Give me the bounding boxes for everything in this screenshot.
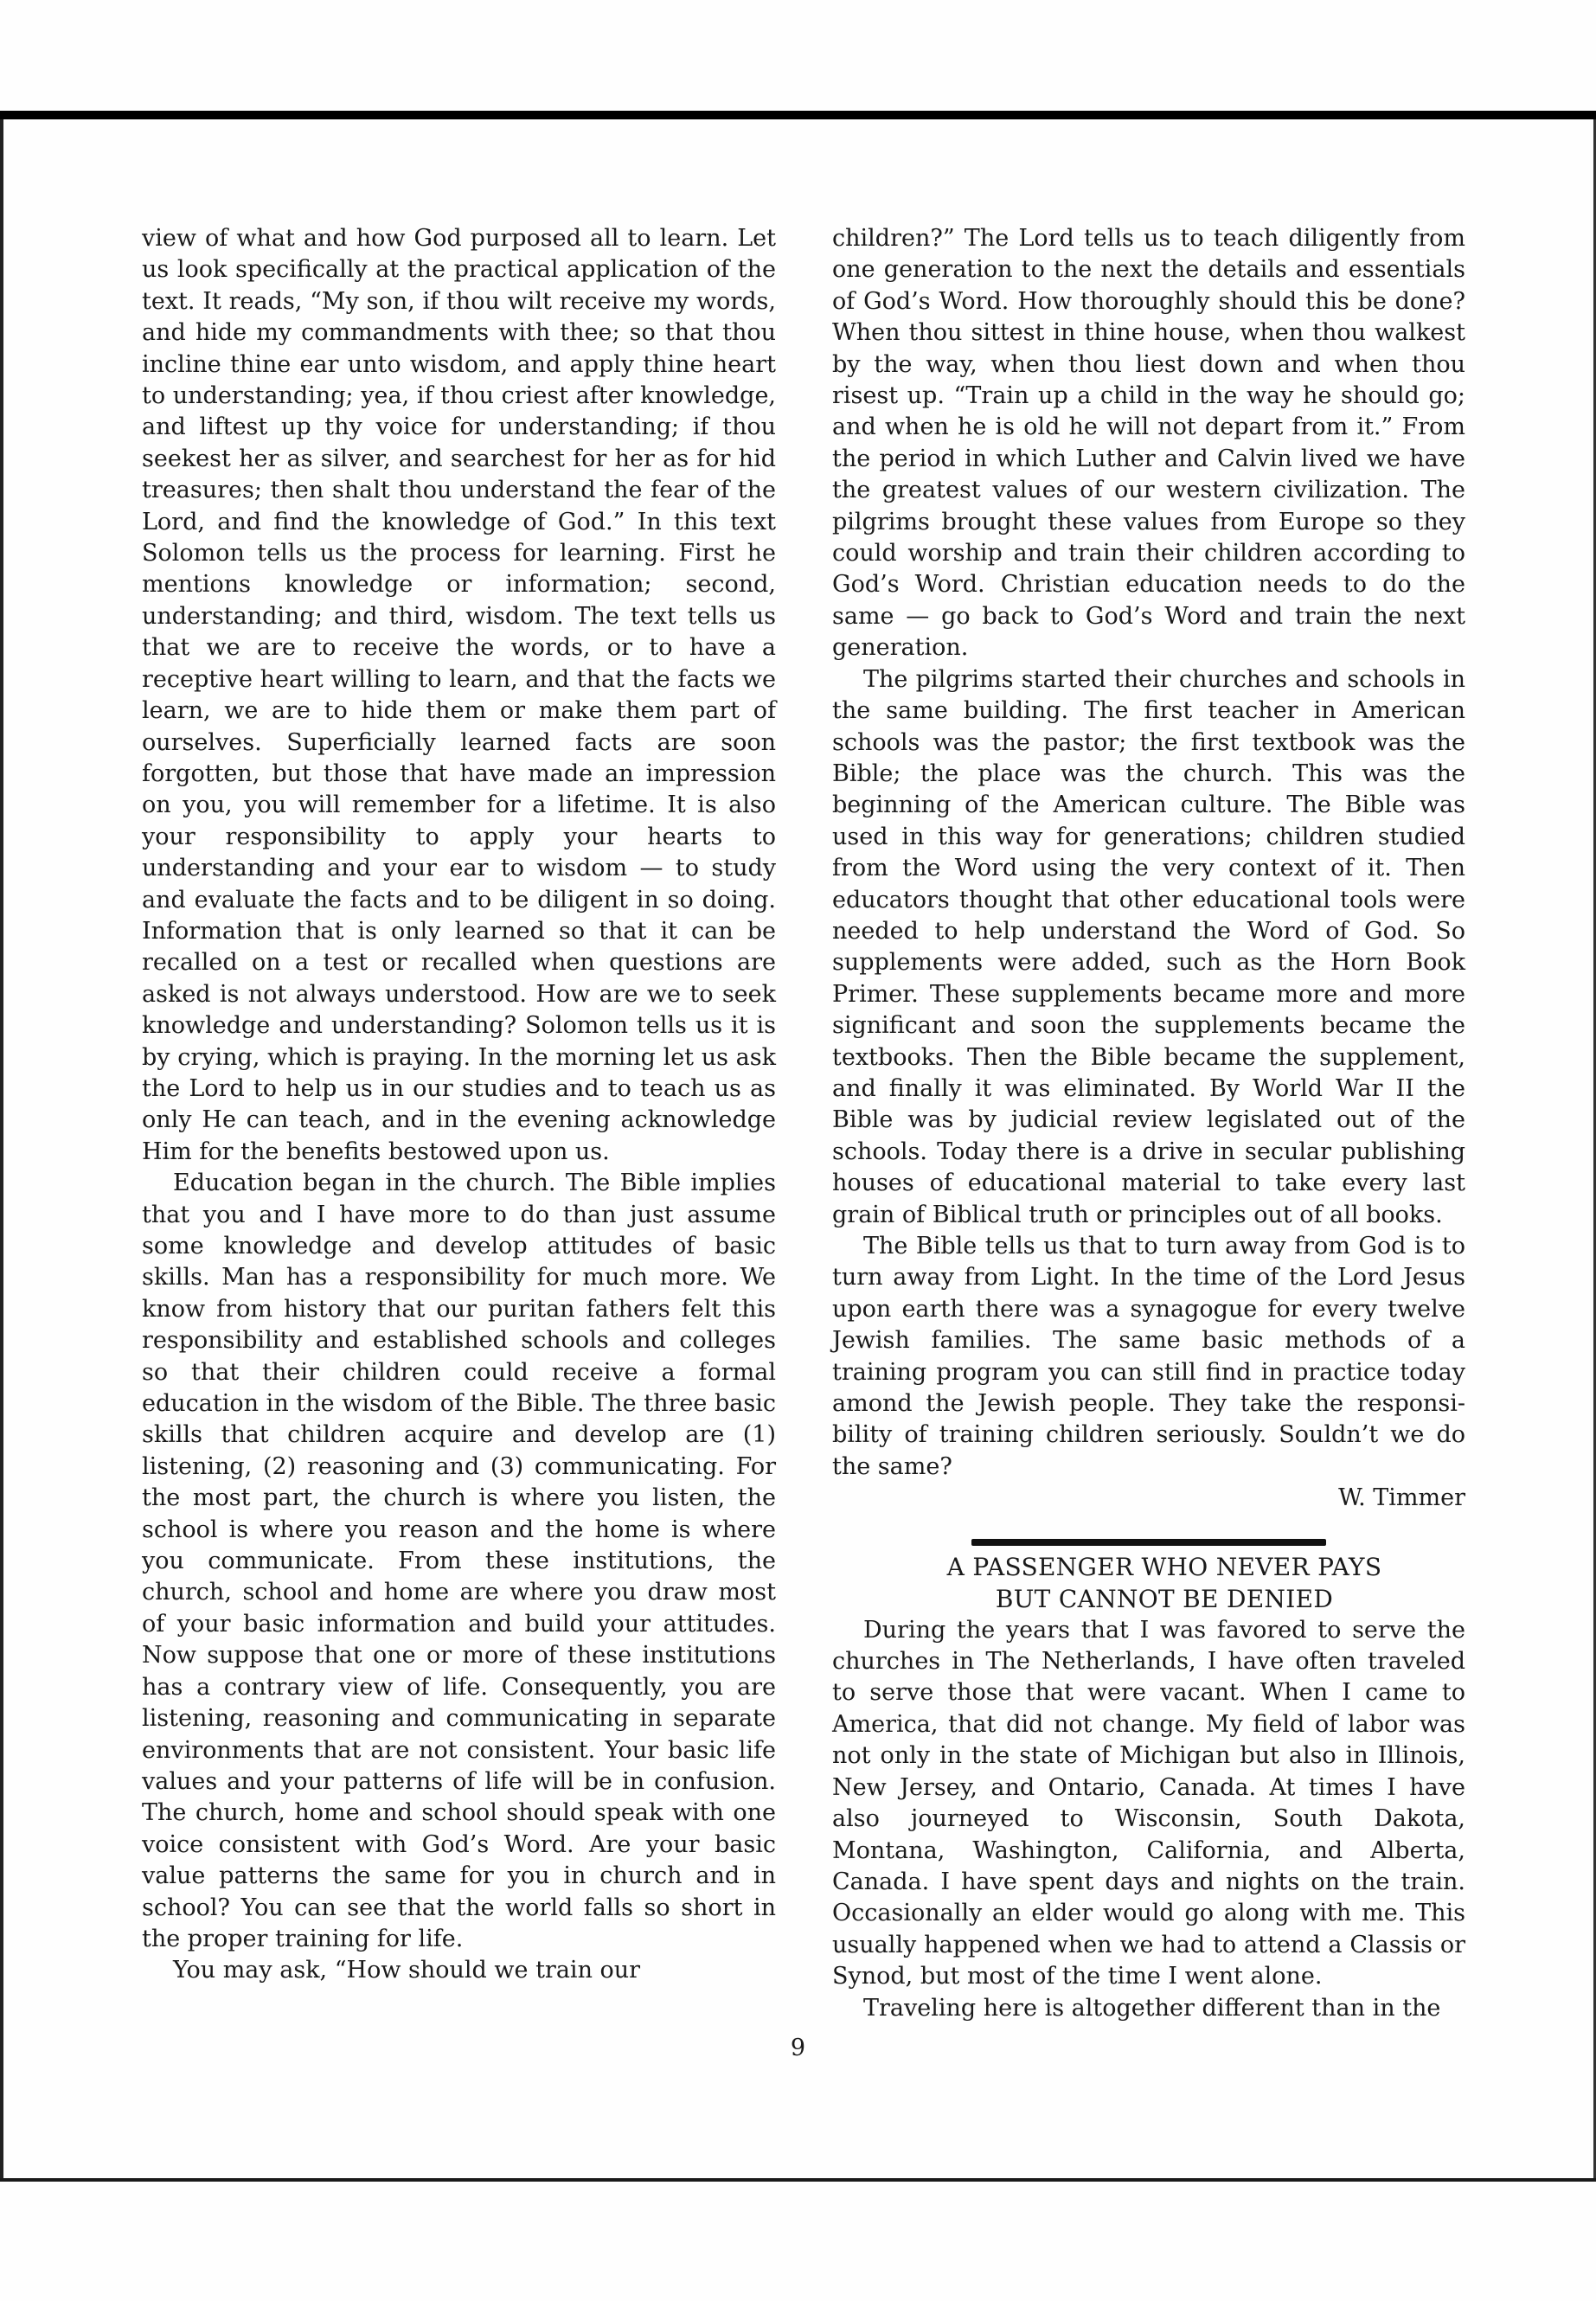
bottom-border-rule: [0, 2178, 1596, 2182]
right-paragraph-3: The Bible tells us that to turn away from God is to turn away from Light. In the time of the Lord Jesus upon earth there was a synagogue for every twelve Jewish families. The same basic methods of a training program you can still find in practice today amond the Jewish people. They take the responsibility of training children seriously. Souldn’t we do the same?: [832, 1233, 1465, 1480]
left-paragraph-2: Education began in the church. The Bible implies that you and I have more to do than just assume some knowledge and develop attitudes of basic skills. Man has a responsibility for much more. We know from history that our puritan fathers felt this responsibility and established schools and colleges so that their children could receive a formal education in the wisdom of the Bible. The three basic skills that children acquire and develop are (1) listening, (2) reasoning and (3) communicating. For the most part, the church is where you listen, the school is where you reason and the home is where you communicate. From these institutions, the church, school and home are where you draw most of your basic information and build your attitudes. Now suppose that one or more of these institutions has a contrary view of life. Consequently, you are listening, reasoning and communicating in separate environments that are not consistent. Your basic life values and your patterns of life will be in confusion. The church, home and school should speak with one voice consistent with God’s Word. Are your basic value patterns the same for you in church and in school? You can see that the world falls so short in the proper training for life.: [142, 1170, 776, 1952]
left-paragraph-1: view of what and how God purposed all to learn. Let us look specifically at the practical application of the text. It reads, “My son, if thou wilt receive my words, and hide my commandments with thee; so that thou incline thine ear unto wisdom, and apply thine heart to understanding; yea, if thou criest after knowledge, and liftest up thy voice for understanding; if thou seekest her as silver, and searchest for her as for hid treasures; then shalt thou understand the fear of the Lord, and find the knowledge of God.” In this text Solomon tells us the process for learning. First he mentions knowledge or information; second, understanding; and third, wisdom. The text tells us that we are to receive the words, or to have a receptive heart willing to learn, and that the facts we learn, we are to hide them or make them part of ourselves. Superficially learned facts are soon forgotten, but those that have made an impression on you, you will remember for a lifetime. It is also your responsibility to apply your hearts to understanding and your ear to wisdom — to study and evaluate the facts and to be diligent in so doing. Information that is only learned so that it can be recalled on a test or recalled when questions are asked is not always understood. How are we to seek knowledge and understanding? Solomon tells us it is by crying, which is praying. In the morning let us ask the Lord to help us in our studies and to teach us as only He can teach, and in the evening acknowledge Him for the benefits bestowed upon us.: [142, 225, 776, 1165]
left-scan-edge: [0, 119, 3, 2178]
article-paragraph-2: Traveling here is altogether different than in the: [863, 1994, 1441, 2022]
article-heading-line-2: BUT CANNOT BE DENIED: [995, 1584, 1334, 1613]
right-column: [832, 223, 1465, 2024]
top-border-rule: [0, 111, 1596, 119]
author-signature: W. Timmer: [1338, 1484, 1465, 1512]
left-paragraph-3: You may ask, “How should we train our: [173, 1957, 641, 1984]
right-paragraph-2: The pilgrims started their churches and schools in the same building. The first teacher in American schools was the pastor; the first textbook was the Bible; the place was the church. This was the beginning of the American culture. The Bible was used in this way for generations; children studied from the Word using the very context of it. Then educators thought that other educational tools were needed to help understand the Word of God. So supplements were added, such as the Horn Book Primer. These supplements became more and more significant and soon the supplements became the textbooks. Then the Bible became the supplement, and finally it was eliminated. By World War II the Bible was by judicial review legislated out of the schools. Today there is a drive in secular publishing houses of educational material to take every last grain of Biblical truth or principles out of all books.: [832, 665, 1465, 1228]
article-paragraph-1: During the years that I was favored to serve the churches in The Netherlands, I have often traveled to serve those that were vacant. When I came to America, that did not change. My field of labor was not only in the state of Michigan but also in Illinois, New Jersey, and Ontario, Canada. At times I have also journeyed to Wisconsin, South Dakota, Montana, Washington, California, and Alberta, Canada. I have spent days and nights on the train. Occasionally an elder would go along with me. This usually happened when we had to attend a Classis or Synod, but most of the time I went alone.: [832, 1616, 1465, 1990]
left-column: [142, 223, 776, 1987]
right-paragraph-1: children?” The Lord tells us to teach diligently from one generation to the next the details and essentials of God’s Word. How thoroughly should this be done? When thou sittest in thine house, when thou walkest by the way, when thou liest down and when thou risest up. “Train up a child in the way he should go; and when he is old he will not depart from it.” From the period in which Luther and Calvin lived we have the greatest values of our western civilization. The pilgrims brought these values from Europe so they could worship and train their children according to God’s Word. Christian education needs to do the same — go back to God’s Word and train the next generation.: [832, 225, 1465, 662]
page-number: 9: [790, 2035, 806, 2061]
article-heading-line-1: A PASSENGER WHO NEVER PAYS: [946, 1552, 1382, 1581]
article-divider: [971, 1539, 1326, 1546]
